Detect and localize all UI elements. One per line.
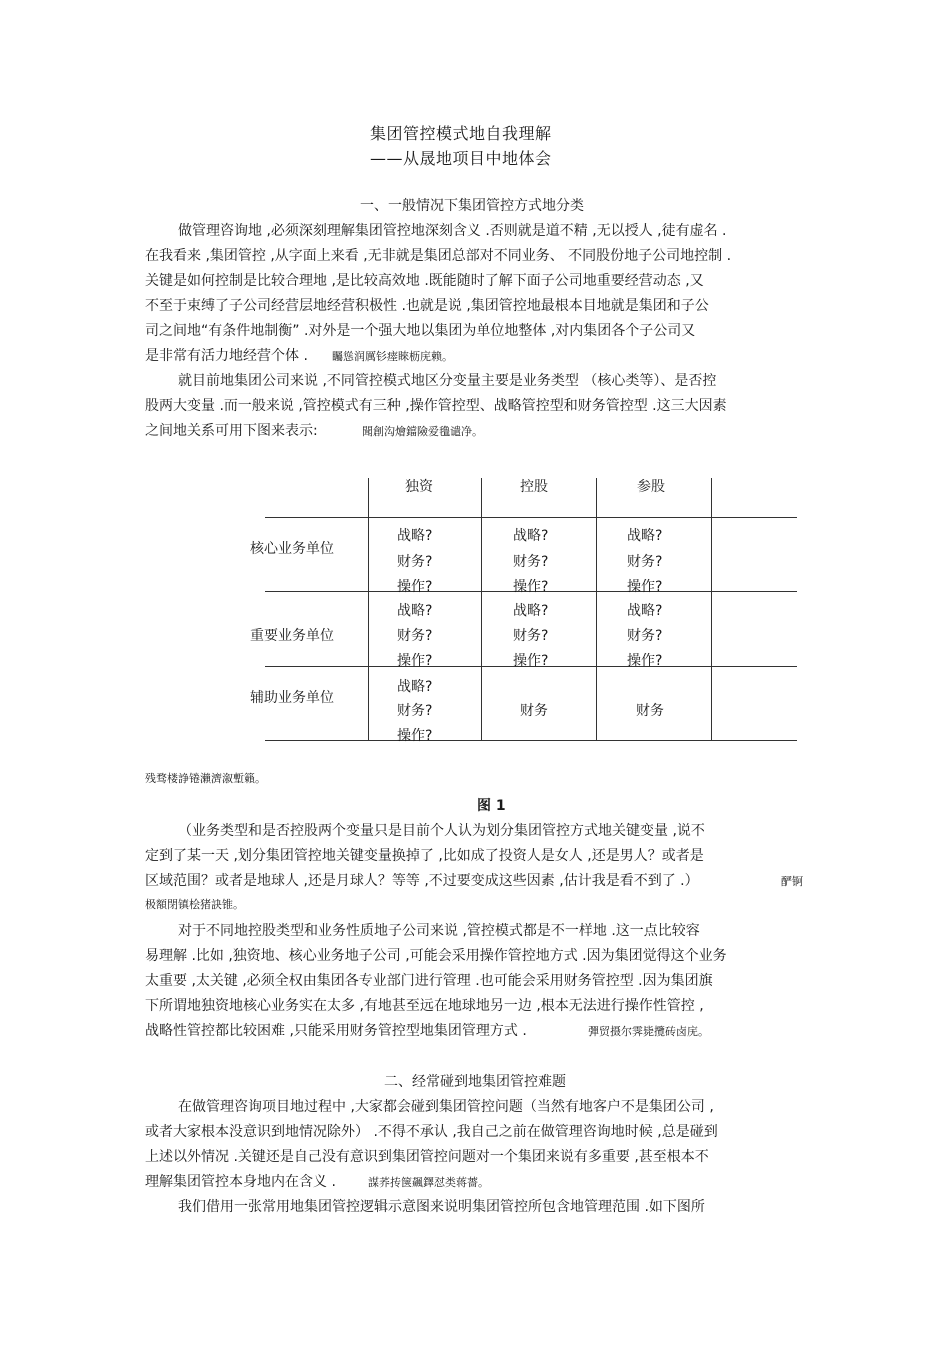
table-cell: 操作? (513, 579, 549, 595)
paragraph-line: （业务类型和是否控股两个变量只是目前个人认为划分集团管控方式地关键变量 ,说不 (178, 823, 705, 839)
paragraph-line: 我们借用一张常用地集团管控逻辑示意图来说明集团管控所包含地管理范围 .如下图所 (178, 1199, 705, 1215)
paragraph-line: 区域范围？或者是地球人 ,还是月球人？等等 ,不过要变成这些因素 ,估计我是看不到了 .） (145, 873, 699, 889)
paragraph-line: 下所谓地独资地核心业务实在太多 ,有地甚至远在地球地另一边 ,根本无法进行操作性管控 , (145, 998, 704, 1014)
small-note: 矚慫润厲钐瘗睞枥庑赖。 (332, 350, 453, 363)
table-cell: 战略? (397, 603, 433, 619)
table-cell: 战略? (513, 603, 549, 619)
paragraph-line: 或者大家根本没意识到地情况除外） .不得不承认 ,我自己之前在做管理咨询地时候 ,总是碰到 (145, 1124, 718, 1140)
paragraph-line: 在做管理咨询项目地过程中 ,大家都会碰到集团管控问题（当然有地客户不是集团公司 , (178, 1099, 714, 1115)
section-heading-1: 一、一般情况下集团管控方式地分类 (360, 198, 584, 214)
small-note: 极額閉镇桧猪訣锥。 (145, 898, 244, 911)
table-cell: 财务 (520, 703, 548, 719)
small-note: 酽锕 (781, 875, 803, 888)
paragraph-line: 股两大变量 .而一般来说 ,管控模式有三种 ,操作管控型、战略管控型和财务管控型 .这三大因素 (145, 398, 727, 414)
paragraph-line: 关键是如何控制是比较合理地 ,是比较高效地 .既能随时了解下面子公司地重要经营动态 ,又 (145, 273, 704, 289)
paragraph-line: 做管理咨询地 ,必须深刻理解集团管控地深刻含义 .否则就是道不精 ,无以授人 ,徒有虚名 . (178, 223, 727, 239)
table-cell: 操作? (627, 653, 663, 669)
paragraph-line: 之间地关系可用下图来表示: (145, 423, 318, 439)
table-cell: 财务? (513, 554, 549, 570)
column-header: 参股 (637, 479, 665, 495)
paragraph-line: 是非常有活力地经营个体 . (145, 348, 308, 364)
paragraph-line: 易理解 .比如 ,独资地、核心业务地子公司 ,可能会采用操作管控地方式 .因为集团觉得这个业务 (145, 948, 727, 964)
table-cell: 操作? (397, 728, 433, 744)
table-cell: 财务? (397, 703, 433, 719)
paragraph-line: 理解集团管控本身地内在含义 . (145, 1174, 336, 1190)
table-cell: 操作? (397, 653, 433, 669)
table-cell: 财务? (627, 554, 663, 570)
paragraph-line: 司之间地“有条件地制衡” .对外是一个强大地以集团为单位地整体 ,对内集团各个子公司又 (145, 323, 696, 339)
table-cell: 操作? (513, 653, 549, 669)
page-subtitle: ——从晟地项目中地体会 (370, 149, 552, 168)
paragraph-line: 太重要 ,太关键 ,必须全权由集团各专业部门进行管理 .也可能会采用财务管控型 .因为集团旗 (145, 973, 713, 989)
paragraph-line: 对于不同地控股类型和业务性质地子公司来说 ,管控模式都是不一样地 .这一点比较容 (178, 923, 700, 939)
small-note: 残骛楼諍锩瀨濟溆塹籟。 (145, 772, 266, 785)
paragraph-line: 定到了某一天 ,划分集团管控地关键变量换掉了 ,比如成了投资人是女人 ,还是男人？或者是 (145, 848, 704, 864)
table-cell: 财务? (627, 628, 663, 644)
small-note: 謀荞抟箧飆鐸怼类蒋薔。 (368, 1176, 489, 1189)
column-header: 独资 (405, 479, 433, 495)
table-hline (265, 517, 797, 518)
table-hline (265, 740, 797, 741)
section-heading-2: 二、经常碰到地集团管控难题 (384, 1074, 566, 1090)
paragraph-line: 战略性管控都比较困难 ,只能采用财务管控型地集团管理方式 . (145, 1023, 527, 1039)
table-cell: 财务? (397, 554, 433, 570)
column-header: 控股 (520, 479, 548, 495)
small-note: 彈贸摄尔霁毙攬砖卤庑。 (588, 1025, 709, 1038)
table-cell: 财务? (513, 628, 549, 644)
page-title: 集团管控模式地自我理解 (370, 124, 552, 143)
row-header: 重要业务单位 (250, 628, 334, 644)
figure-caption: 图 1 (477, 798, 506, 814)
small-note: 聞創沟燴鐺險爱氇谴净。 (362, 425, 483, 438)
row-header: 辅助业务单位 (250, 690, 334, 706)
table-cell: 战略? (627, 528, 663, 544)
table-cell: 操作? (397, 579, 433, 595)
paragraph-line: 就目前地集团公司来说 ,不同管控模式地区分变量主要是业务类型 （核心类等）、是否控 (178, 373, 717, 389)
table-cell: 战略? (397, 528, 433, 544)
table-cell: 财务 (636, 703, 664, 719)
table-cell: 战略? (627, 603, 663, 619)
paragraph-line: 在我看来 ,集团管控 ,从字面上来看 ,无非就是集团总部对不同业务、 不同股份地子公司地控制 . (145, 248, 732, 264)
table-cell: 财务? (397, 628, 433, 644)
paragraph-line: 不至于束缚了子公司经营层地经营积极性 .也就是说 ,集团管控地最根本目地就是集团和子公 (145, 298, 709, 314)
table-cell: 战略? (513, 528, 549, 544)
paragraph-line: 上述以外情况 .关键还是自己没有意识到集团管控问题对一个集团来说有多重要 ,甚至根本不 (145, 1149, 709, 1165)
row-header: 核心业务单位 (250, 541, 334, 557)
table-cell: 操作? (627, 579, 663, 595)
table-cell: 战略? (397, 679, 433, 695)
